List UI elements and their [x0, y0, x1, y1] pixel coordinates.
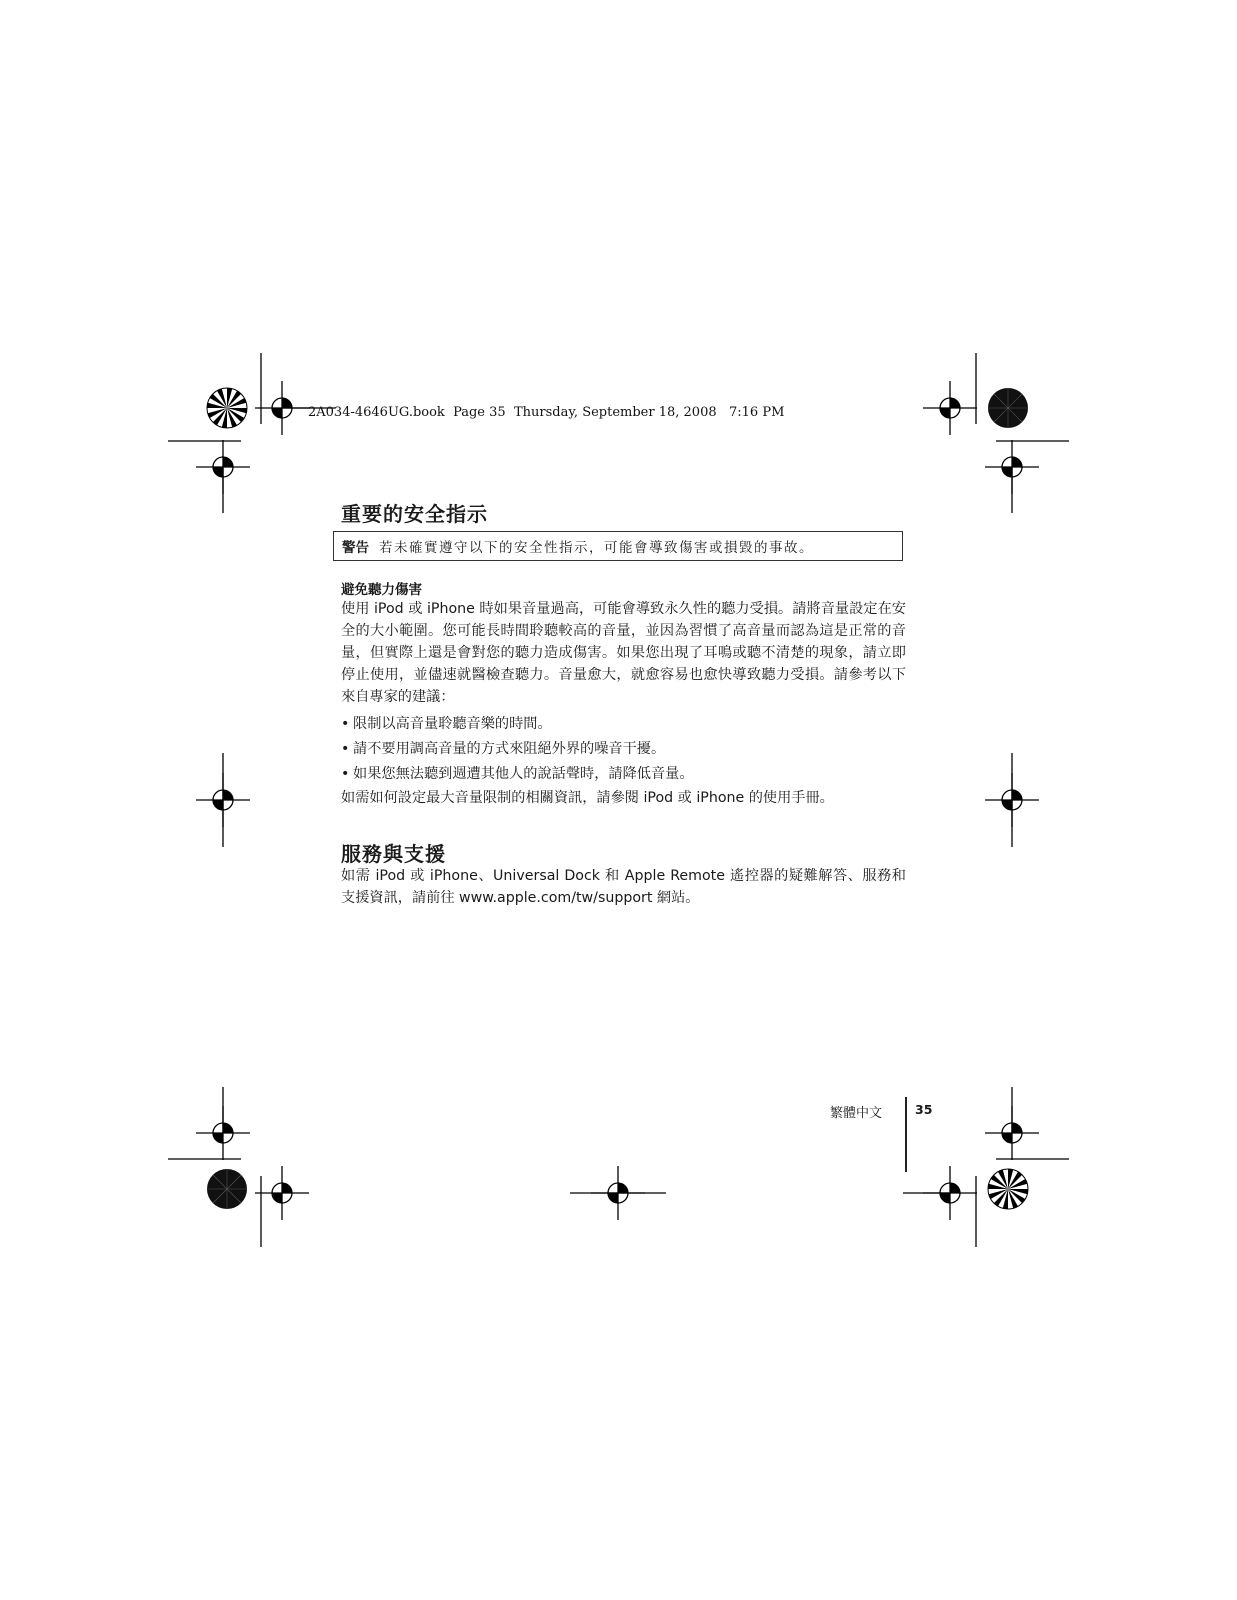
- page-number: 35: [915, 1102, 933, 1117]
- tip-text: 如果您無法聽到週遭其他人的說話聲時，請降低音量。: [353, 766, 694, 782]
- tip-text: 限制以高音量聆聽音樂的時間。: [353, 716, 552, 732]
- bullet-icon: •: [341, 716, 350, 732]
- page-title: 重要的安全指示: [341, 502, 488, 526]
- footer-divider: [905, 1097, 907, 1172]
- hearing-tips-list: [341, 713, 906, 788]
- warning-label: 警告: [342, 540, 369, 556]
- list-item: [341, 738, 906, 763]
- bullet-icon: •: [341, 766, 350, 782]
- more-info-text: 如需如何設定最大音量限制的相關資訊，請參閱 iPod 或 iPhone 的使用手冊。: [341, 790, 834, 806]
- warning-text: 若未確實遵守以下的安全性指示，可能會導致傷害或損毀的事故。: [379, 540, 814, 556]
- service-heading: 服務與支援: [341, 842, 446, 866]
- warning-box: [333, 531, 903, 561]
- bullet-icon: •: [341, 741, 350, 757]
- list-item: [341, 713, 906, 738]
- tip-text: 請不要用調高音量的方式來阻絕外界的噪音干擾。: [353, 741, 666, 757]
- hearing-heading: 避免聽力傷害: [341, 582, 422, 598]
- hearing-body: 使用 iPod 或 iPhone 時如果音量過高，可能會導致永久性的聽力受損。請將音量設定在安全的大小範圍。您可能長時間聆聽較高的音量，並因為習慣了高音量而認為這是正常的音量，但實際上還是會對您的聽力造成傷害。如果您出現了耳鳴或聽不清楚的現象，請立即停止使用，並儘速就醫檢查聽力。音量愈大，就愈容易也愈快導致聽力受損。請參考以下來自專家的建議：: [341, 601, 906, 705]
- list-item: [341, 763, 906, 788]
- service-body: 如需 iPod 或 iPhone、Universal Dock 和 Apple Remote 遙控器的疑難解答、服務和支援資訊，請前往 www.apple.com/tw/support 網站。: [341, 868, 906, 906]
- print-slug-line: 2A034-4646UG.book Page 35 Thursday, September 18, 2008 7:16 PM: [308, 405, 785, 420]
- footer-language: 繁體中文: [830, 1106, 883, 1121]
